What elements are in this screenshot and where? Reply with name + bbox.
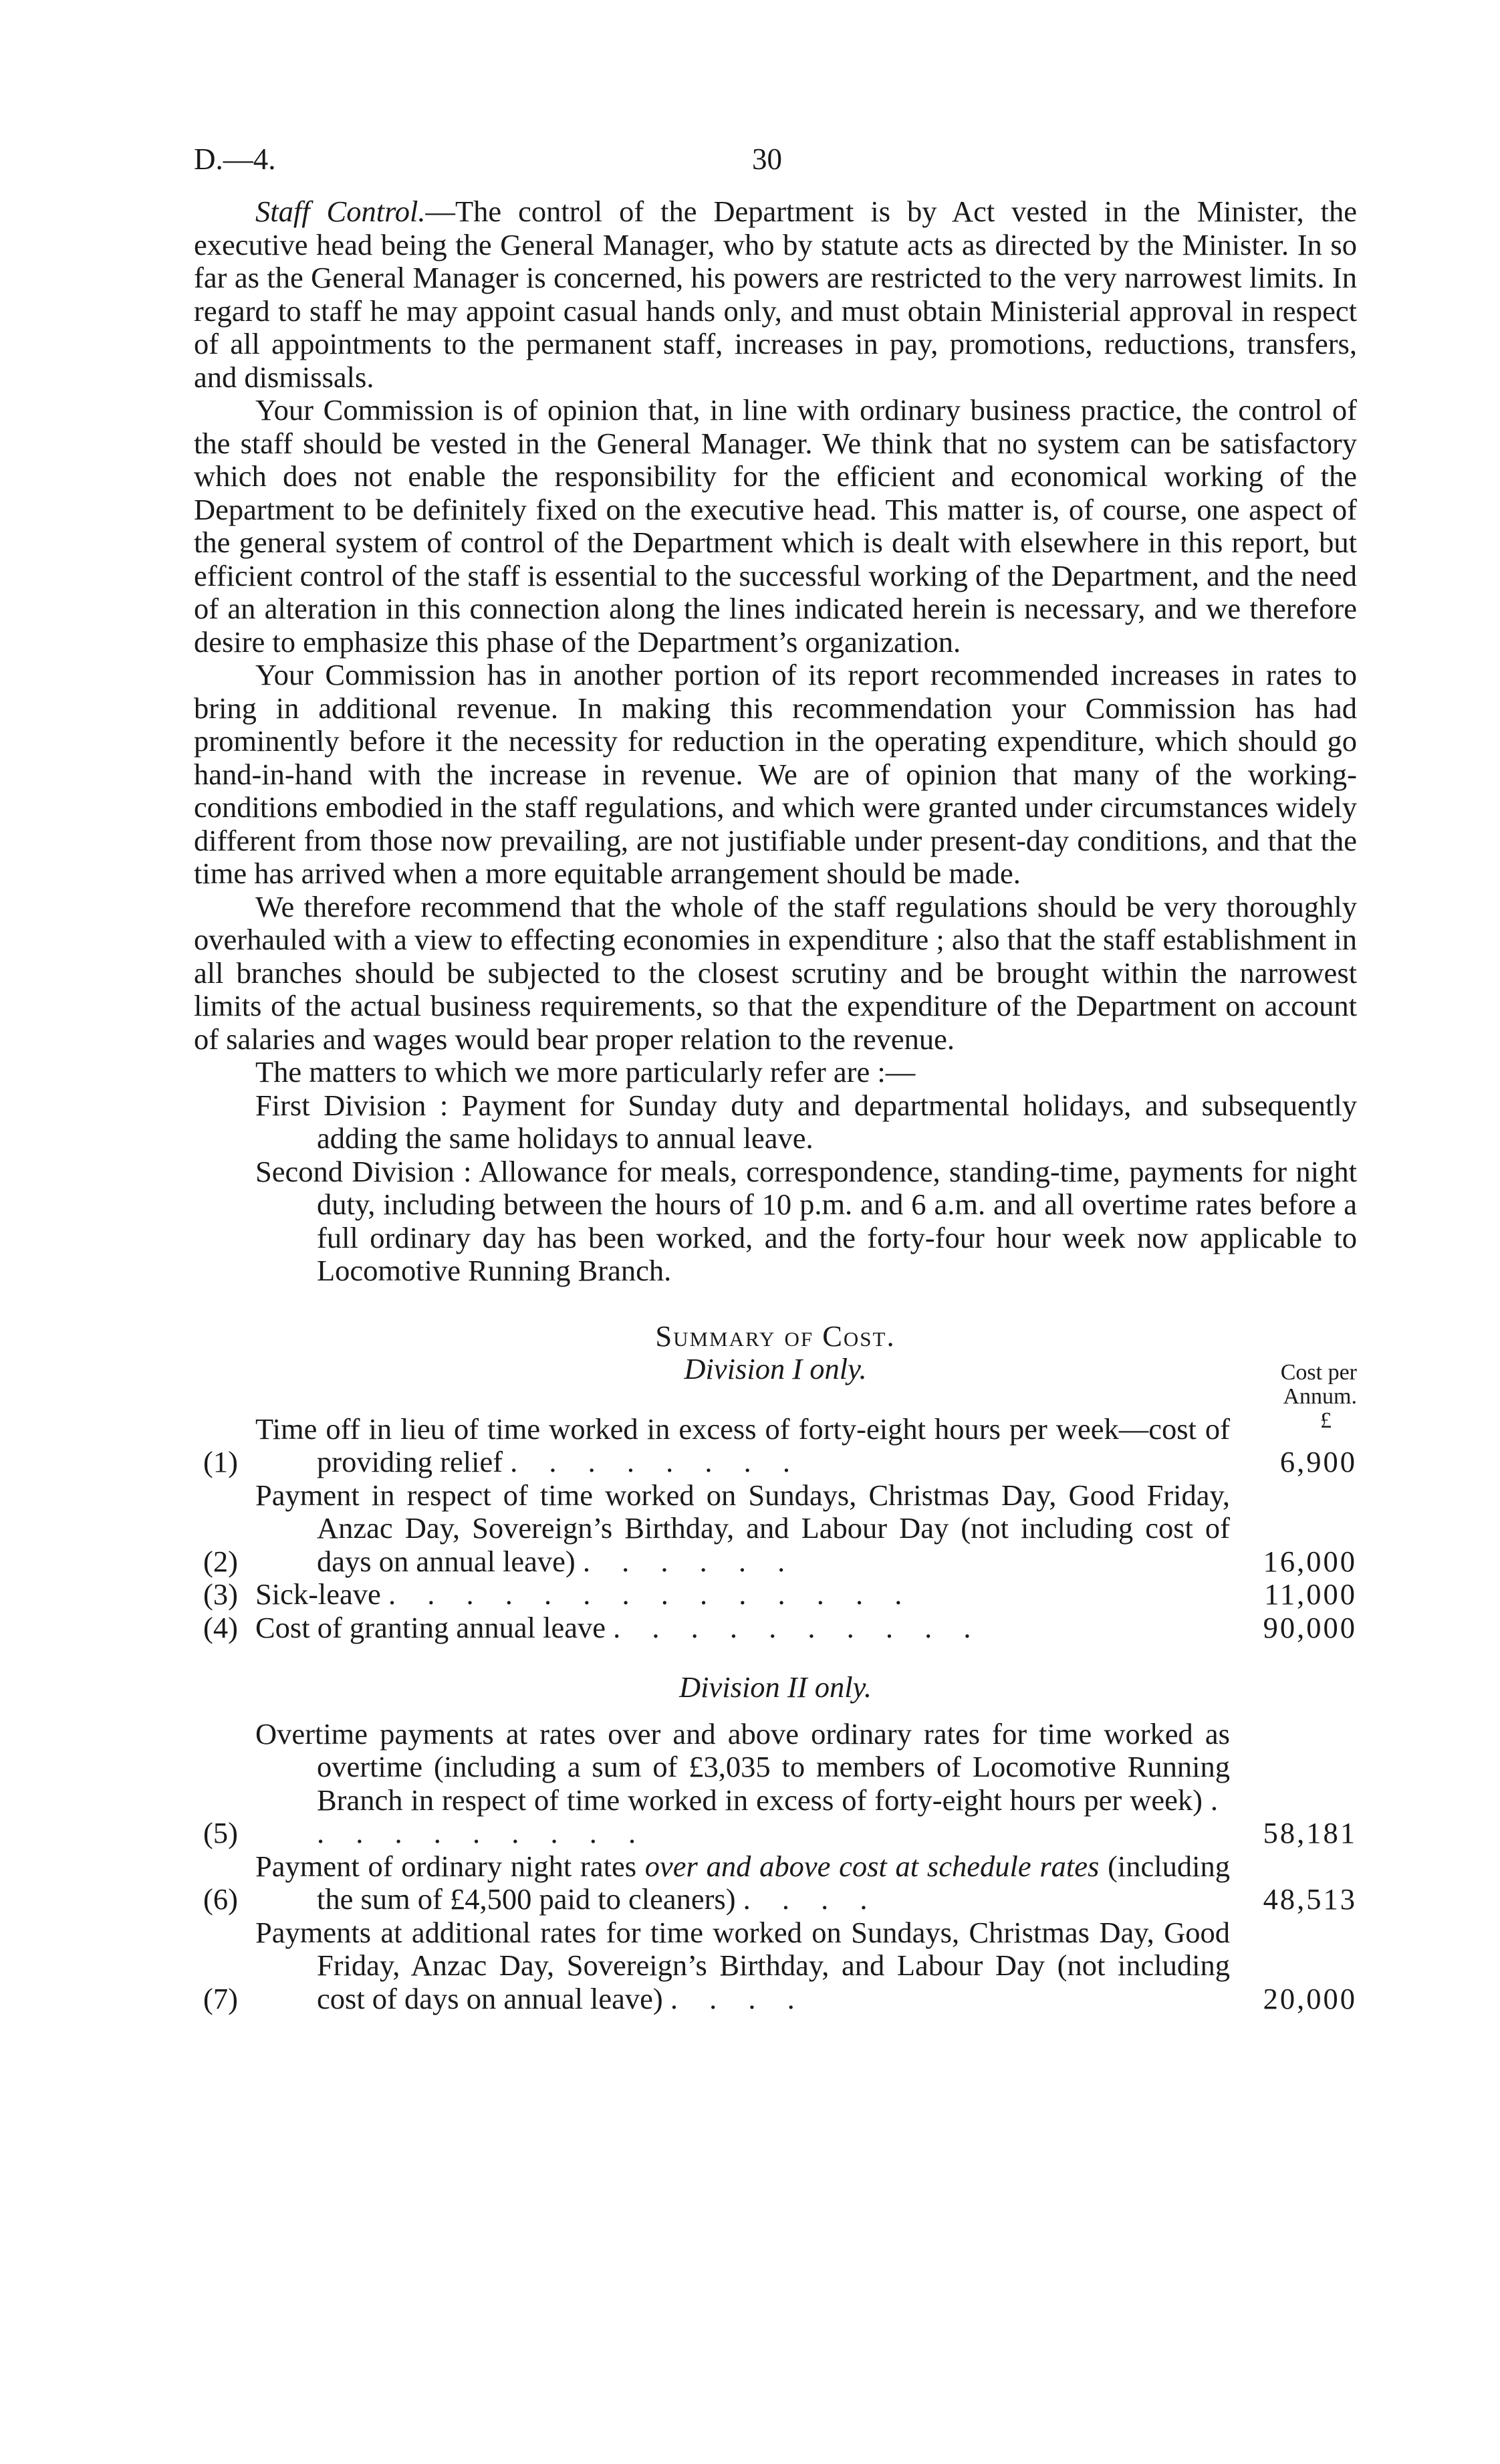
table-row — [194, 1850, 1357, 1916]
summary-title: Summary of Cost. — [655, 1319, 896, 1353]
summary-table — [194, 1353, 1357, 2015]
page-body — [194, 195, 1357, 2015]
item-amount: 48,513 — [1263, 1882, 1357, 1916]
paragraph-lead: Staff Control. — [255, 195, 426, 228]
paragraph-text: —The control of the Department is by Act vested in the Minister, the executive head being the General Manager, who by statute acts as directed by the Minister. In so far as the General Manager is concerned, his powers are restricted to the very narrowest limits. In regard to staff he may appoint casual hands only, and must obtain Ministerial approval in respect of all appointments to the permanent staff, increases in pay, promotions, reductions, transfers, and dismissals. — [194, 195, 1358, 394]
cost-header-unit: £ — [1320, 1408, 1332, 1433]
item-text: Payments at additional rates for time worked on Sundays, Christmas Day, Good Friday, Anzac Day, Sovereign’s Birthday, and Labour Day (not including cost of days on annual leave) . . . . — [255, 1915, 1230, 2015]
dot-leader: . . . . . . . . — [510, 1445, 803, 1478]
item-text: Time off in lieu of time worked in excess of forty-eight hours per week—cost of providing relief . . . . . . . . — [255, 1412, 1230, 1478]
paragraph-staff-control — [194, 195, 1357, 394]
item-amount: 16,000 — [1263, 1544, 1357, 1578]
division1-heading: Division I only. — [684, 1352, 867, 1385]
item-number: (6) — [203, 1882, 238, 1916]
second-division-item — [194, 1155, 1357, 1288]
dot-leader: . . . . . . . . . . — [317, 1783, 1230, 1850]
matters-intro: The matters to which we more particularly refer are :— — [255, 1055, 916, 1089]
table-row — [194, 1718, 1357, 1850]
item-number: (3) — [203, 1577, 238, 1611]
division2-heading: Division II only. — [679, 1670, 872, 1704]
italic-phrase: over and above cost at schedule rates — [644, 1849, 1100, 1883]
paragraph-recommendation: We therefore recommend that the whole of the staff regulations should be very thoroughly overhauled with a view to effecting economies in expenditure ; also that the staff establishment in all branches should be subjected to the closest scrutiny and be brought within the narrowest limits of the actual business requirements, so that the expenditure of the Department on account of salaries and wages would bear proper relation to the revenue. — [194, 889, 1357, 1056]
item-text: Payment in respect of time worked on Sundays, Christmas Day, Good Friday, Anzac Day, Sovereign’s Birthday, and Labour Day (not including cost of days on annual leave) . . . . . . — [255, 1478, 1230, 1578]
item-amount: 20,000 — [1263, 1981, 1357, 2015]
page-header — [194, 142, 1326, 182]
table-row — [194, 1413, 1357, 1479]
division-label: Second Division : — [255, 1154, 472, 1188]
dot-leader: . . . . . . . . . . . . . . — [388, 1577, 914, 1611]
item-number: (2) — [203, 1544, 238, 1578]
document-reference: D.—4. — [194, 142, 276, 176]
item-text: Sick-leave . . . . . . . . . . . . . . — [255, 1577, 914, 1611]
item-text: Cost of granting annual leave . . . . . . . . . . — [255, 1610, 983, 1644]
item-text: Overtime payments at rates over and above ordinary rates for time worked as overtime (including a sum of £3,035 to members of Locomotive Running Branch in respect of time worked in excess of forty-eight hours per week) . . . . . . . . . . — [255, 1716, 1230, 1850]
division-text: Payment for Sunday duty and departmental holidays, and subsequently adding the same holidays to annual leave. — [317, 1088, 1358, 1155]
dot-leader: . . . . . . . . . . — [613, 1610, 983, 1644]
division-label: First Division : — [255, 1088, 449, 1122]
paragraph-opinion: Your Commission is of opinion that, in line with ordinary business practice, the control of the staff should be vested in the General Manager. We think that no system can be satisfactory which does not enable the responsibility for the efficient and economical working of the Department to be definitely fixed on the executive head. This matter is, of course, one aspect of the general system of control of the Department which is dealt with elsewhere in this report, but efficient control of the staff is essential to the successful working of the Department, and the need of an alteration in this connection along the lines indicated herein is necessary, and we therefore desire to emphasize this phase of the Department’s organization. — [194, 393, 1357, 659]
item-number: (4) — [203, 1610, 238, 1644]
cost-header-line1: Cost per — [1280, 1360, 1357, 1385]
table-row — [194, 1578, 1357, 1611]
dot-leader: . . . . . . — [582, 1544, 797, 1578]
item-number: (7) — [203, 1981, 238, 2015]
item-amount: 90,000 — [1263, 1610, 1357, 1644]
cost-column-header — [1223, 1361, 1357, 1433]
item-number: (5) — [203, 1816, 238, 1850]
cost-header-line2: Annum. — [1283, 1384, 1357, 1409]
division-text: Allowance for meals, correspondence, standing-time, payments for night duty, including between the hours of 10 p.m. and 6 a.m. and all overtime rates before a full ordinary day has been worked, and the forty-four hour week now applicable to Locomotive Running Branch. — [317, 1154, 1357, 1287]
page-number: 30 — [752, 142, 782, 176]
table-row — [194, 1916, 1357, 2016]
item-amount: 11,000 — [1264, 1577, 1357, 1611]
paragraph-revenue: Your Commission has in another portion of its report recommended increases in rates to bring in additional revenue. In making this recommendation your Commission has had prominently before it the necessity for reduction in the operating expenditure, which should go hand-in-hand with the increase in revenue. We are of opinion that many of the working-conditions embodied in the staff regulations, and which were granted under circumstances widely different from those now prevailing, are not justifiable under present-day conditions, and that the time has arrived when a more equitable arrangement should be made. — [194, 658, 1357, 890]
dot-leader: . . . . — [743, 1882, 880, 1916]
table-row — [194, 1479, 1357, 1579]
item-amount: 58,181 — [1263, 1816, 1357, 1850]
item-number: (1) — [203, 1445, 238, 1478]
item-amount: 6,900 — [1279, 1445, 1357, 1478]
dot-leader: . . . . — [670, 1981, 807, 2015]
table-row — [194, 1611, 1357, 1645]
item-text: Payment of ordinary night rates over and above cost at schedule rates (including the sum of £4,500 paid to cleaners) . . . . — [255, 1849, 1230, 1916]
first-division-item — [194, 1089, 1357, 1155]
